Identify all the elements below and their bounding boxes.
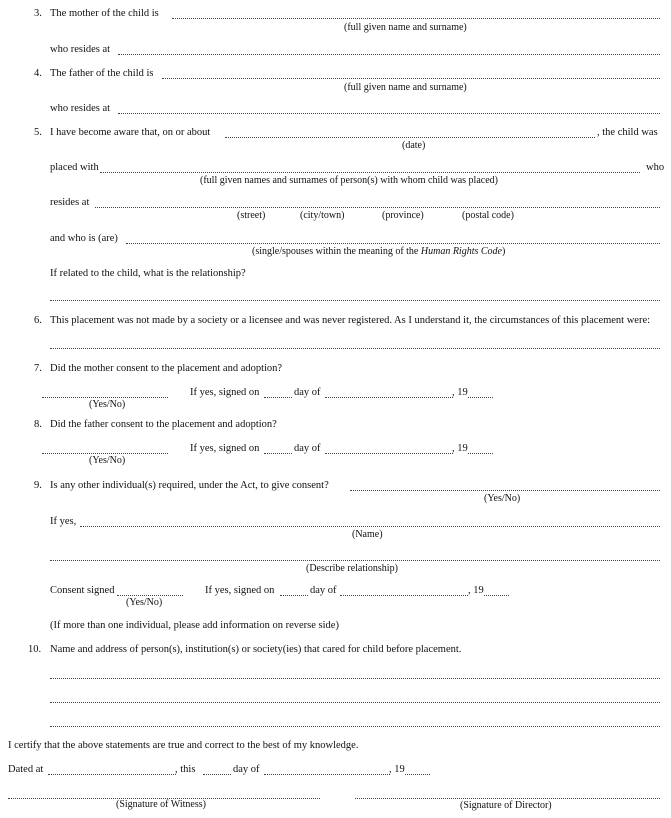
q9-day-of: day of [310, 585, 337, 596]
other-consent-year-field[interactable] [484, 585, 509, 596]
dated-year-prefix: , 19 [389, 764, 405, 775]
father-name-field[interactable] [162, 68, 660, 79]
q10-label: Name and address of person(s), institution(s) or society(ies) that cared for child before placement. [50, 644, 462, 655]
if-yes-label: If yes, [50, 516, 77, 527]
q3-label: The mother of the child is [50, 8, 159, 19]
q8-day-of: day of [294, 443, 321, 454]
postal-code-caption: (postal code) [462, 210, 514, 221]
q5-child-was: , the child was [597, 127, 658, 138]
father-consent-year-field[interactable] [468, 443, 493, 454]
mother-address-field[interactable] [118, 44, 660, 55]
aware-date-field[interactable] [225, 127, 595, 138]
witness-signature-field[interactable] [8, 788, 320, 799]
relationship-question: If related to the child, what is the relationship? [50, 268, 246, 279]
father-consent-day-field[interactable] [264, 443, 292, 454]
q6-number: 6. [34, 315, 42, 326]
other-name-field[interactable] [80, 516, 660, 527]
dated-month-field[interactable] [264, 764, 390, 775]
other-consent-day-field[interactable] [280, 585, 308, 596]
q7-year-prefix: , 19 [452, 387, 468, 398]
this-label: , this [175, 764, 196, 775]
who-is-label: and who is (are) [50, 233, 118, 244]
q5-resides-label: resides at [50, 197, 90, 208]
mother-consent-caption: (Yes/No) [89, 399, 126, 410]
father-address-field[interactable] [118, 103, 660, 114]
q3-resides-label: who resides at [50, 44, 111, 55]
province-caption: (province) [382, 210, 424, 221]
other-consent-signed-field[interactable] [117, 585, 183, 596]
other-relationship-field[interactable] [50, 550, 660, 561]
q9-number: 9. [34, 480, 42, 491]
q4-number: 4. [34, 68, 42, 79]
marital-status-caption: (single/spouses within the meaning of the Human Rights Code) [252, 246, 506, 257]
mother-name-caption: (full given name and surname) [344, 22, 467, 33]
other-consent-caption: (Yes/No) [484, 493, 521, 504]
dated-day-of: day of [233, 764, 260, 775]
consent-signed-label: Consent signed [50, 585, 115, 596]
dated-year-field[interactable] [405, 764, 430, 775]
q6-label: This placement was not made by a society or a licensee and was never registered. As I understand it, the circumstances of this placement were: [50, 315, 651, 326]
q5-number: 5. [34, 127, 42, 138]
q4-label: The father of the child is [50, 68, 154, 79]
mother-consent-month-field[interactable] [325, 387, 453, 398]
placed-address-field[interactable] [95, 197, 660, 208]
q3-number: 3. [34, 8, 42, 19]
director-signature-caption: (Signature of Director) [460, 800, 552, 811]
q7-label: Did the mother consent to the placement and adoption? [50, 363, 283, 374]
q4-resides-label: who resides at [50, 103, 111, 114]
q5-who: who [646, 162, 665, 173]
relationship-caption: (Describe relationship) [306, 563, 398, 574]
consent-signed-caption: (Yes/No) [126, 597, 163, 608]
placed-with-field[interactable] [100, 162, 640, 173]
prior-care-line-2[interactable] [50, 692, 660, 703]
mother-name-field[interactable] [172, 8, 660, 19]
q8-year-prefix: , 19 [452, 443, 468, 454]
prior-care-line-1[interactable] [50, 668, 660, 679]
q8-label: Did the father consent to the placement and adoption? [50, 419, 277, 430]
marital-status-field[interactable] [126, 233, 660, 244]
other-consent-month-field[interactable] [340, 585, 468, 596]
placed-with-caption: (full given names and surnames of person(s) with whom child was placed) [200, 175, 498, 186]
dated-at-label: Dated at [8, 764, 44, 775]
father-consent-caption: (Yes/No) [89, 455, 126, 466]
q8-signed-on: If yes, signed on [190, 443, 260, 454]
q9-year-prefix: , 19 [468, 585, 484, 596]
director-signature-field[interactable] [355, 788, 660, 799]
father-consent-field[interactable] [42, 443, 168, 454]
other-consent-field[interactable] [350, 480, 660, 491]
q8-number: 8. [34, 419, 42, 430]
q5-label: I have become aware that, on or about [50, 127, 211, 138]
dated-day-field[interactable] [203, 764, 231, 775]
witness-signature-caption: (Signature of Witness) [116, 799, 206, 810]
circumstances-field[interactable] [50, 338, 660, 349]
mother-consent-day-field[interactable] [264, 387, 292, 398]
q9-label: Is any other individual(s) required, under the Act, to give consent? [50, 480, 329, 491]
placed-with-label: placed with [50, 162, 99, 173]
city-caption: (city/town) [300, 210, 345, 221]
other-name-caption: (Name) [352, 529, 383, 540]
q10-number: 10. [28, 644, 42, 655]
father-consent-month-field[interactable] [325, 443, 453, 454]
q7-day-of: day of [294, 387, 321, 398]
mother-consent-year-field[interactable] [468, 387, 493, 398]
q9-signed-on: If yes, signed on [205, 585, 275, 596]
q7-number: 7. [34, 363, 42, 374]
relationship-field[interactable] [50, 290, 660, 301]
prior-care-line-3[interactable] [50, 716, 660, 727]
certify-statement: I certify that the above statements are true and correct to the best of my knowledge. [8, 740, 359, 751]
q7-signed-on: If yes, signed on [190, 387, 260, 398]
mother-consent-field[interactable] [42, 387, 168, 398]
q9-note: (If more than one individual, please add information on reverse side) [50, 620, 339, 631]
street-caption: (street) [237, 210, 266, 221]
father-name-caption: (full given name and surname) [344, 82, 467, 93]
dated-at-field[interactable] [48, 764, 176, 775]
date-caption: (date) [402, 140, 426, 151]
